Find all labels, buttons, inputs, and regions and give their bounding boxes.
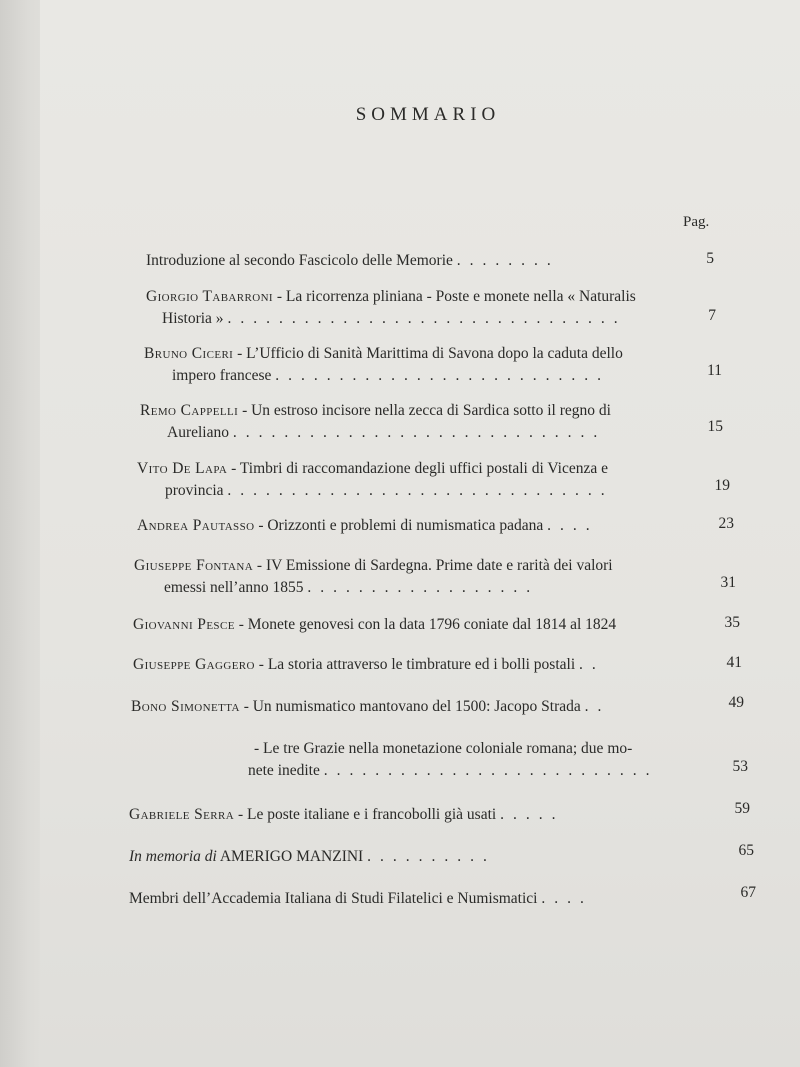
toc-entry [146, 286, 636, 330]
toc-entry-line [129, 888, 593, 910]
page-number: 15 [707, 418, 723, 435]
page-number: 49 [728, 694, 744, 711]
toc-entry-line [129, 846, 496, 868]
toc-entry-line [144, 365, 623, 387]
toc-entry-line [131, 696, 610, 718]
page-number: 23 [718, 515, 734, 532]
author-name: Bruno Ciceri [144, 345, 234, 362]
leader-dots: .......................... [323, 762, 659, 779]
toc-entry [133, 654, 605, 676]
toc-entry [137, 515, 599, 537]
entry-title: - Orizzonti e problemi di numismatica padana [258, 517, 544, 534]
page-number: 5 [706, 250, 714, 267]
toc-entry-line [134, 577, 613, 599]
toc-entry [146, 250, 560, 272]
page-column-label: Pag. [683, 214, 710, 230]
entry-title: Membri dell’Accademia Italiana di Studi Filatelici e Numismatici [129, 890, 538, 907]
entry-title: - Le tre Grazie nella monetazione coloniale romana; due mo- [254, 740, 633, 757]
leader-dots: ............................... [227, 310, 627, 327]
entry-title-continued: Aureliano [167, 424, 229, 441]
toc-entry-line [129, 804, 564, 826]
toc-entry [131, 696, 610, 718]
toc-entry-line [146, 250, 560, 272]
author-name: Giorgio Tabarroni [146, 288, 274, 305]
leader-dots: .............................. [227, 482, 614, 499]
leader-dots: .... [547, 517, 599, 534]
author-name: Bono Simonetta [131, 698, 240, 715]
leader-dots: ........ [456, 252, 560, 269]
page-number: 65 [738, 842, 754, 859]
entry-title: Introduzione al secondo Fascicolo delle Memorie [146, 252, 453, 269]
entry-title-continued: provincia [165, 482, 224, 499]
toc-entry-line [133, 614, 616, 636]
page-number: 7 [708, 307, 716, 324]
toc-entry-line [137, 458, 614, 480]
page-number: 19 [714, 477, 730, 494]
entry-title: - Monete genovesi con la data 1796 coniate dal 1814 al 1824 [238, 616, 617, 633]
entry-title: - Un numismatico mantovano del 1500: Jacopo Strada [243, 698, 581, 715]
leader-dots: .......... [367, 848, 496, 865]
entry-title: - Timbri di raccomandazione degli uffici postali di Vicenza e [231, 460, 608, 477]
toc-entry [140, 400, 611, 444]
toc-entry [134, 555, 613, 599]
leader-dots: ..... [500, 806, 565, 823]
leader-dots: .... [541, 890, 593, 907]
author-name: Andrea Pautasso [137, 517, 255, 534]
author-name: Giuseppe Fontana [134, 557, 254, 574]
entry-title-continued: nete inedite [248, 762, 320, 779]
author-name: Giuseppe Gaggero [133, 656, 255, 673]
page-number: 67 [740, 884, 756, 901]
entry-title-continued: Historia » [162, 310, 224, 327]
entry-title: - La ricorrenza pliniana - Poste e monete nella « Naturalis [276, 288, 636, 305]
entry-title: - La storia attraverso le timbrature ed i bolli postali [258, 656, 576, 673]
toc-entry-line [134, 555, 613, 577]
page-number: 59 [734, 800, 750, 817]
toc-entry-line [144, 343, 623, 365]
entry-title: - Le poste italiane e i francobolli già usati [237, 806, 497, 823]
leader-dots: .......................... [275, 367, 611, 384]
entry-title: AMERIGO MANZINI [219, 848, 364, 865]
leader-dots: .. [579, 656, 605, 673]
toc-entry-line [140, 400, 611, 422]
toc-entry [144, 343, 623, 387]
toc-entry-line [254, 738, 659, 760]
toc-entry [133, 614, 616, 636]
author-name: Vito De Lapa [137, 460, 228, 477]
page-number: 31 [720, 574, 736, 591]
toc-entry [129, 846, 496, 868]
entry-title: - Un estroso incisore nella zecca di Sardica sotto il regno di [242, 402, 611, 419]
entry-title: - IV Emissione di Sardegna. Prime date e rarità dei valori [256, 557, 613, 574]
page-number: 11 [707, 362, 722, 379]
toc-entry-line [137, 480, 614, 502]
leader-dots: ............................. [232, 424, 607, 441]
author-name: Gabriele Serra [129, 806, 235, 823]
page-number: 35 [724, 614, 740, 631]
toc-entry-line [137, 515, 599, 537]
toc-entry [129, 804, 564, 826]
toc-entry-line [140, 422, 611, 444]
toc-entry [248, 738, 659, 782]
toc-entry-line [133, 654, 605, 676]
entry-title: - L’Ufficio di Sanità Marittima di Savona dopo la caduta dello [237, 345, 623, 362]
toc-entry [137, 458, 614, 502]
toc-entry-line [146, 286, 636, 308]
entry-title-continued: impero francese [172, 367, 272, 384]
page-number: 53 [732, 758, 748, 775]
leader-dots: .. [584, 698, 611, 715]
leader-dots: .................. [307, 579, 540, 596]
entry-title-continued: emessi nell’anno 1855 [164, 579, 304, 596]
toc-entry-line [248, 760, 659, 782]
page-title: SOMMARIO [355, 104, 501, 125]
toc-entry [129, 888, 593, 910]
author-name: Remo Cappelli [140, 402, 239, 419]
page-number: 41 [726, 654, 742, 671]
author-name: Giovanni Pesce [133, 616, 235, 633]
toc-entry-line [146, 308, 636, 330]
memorial-prefix: In memoria di [129, 848, 217, 865]
